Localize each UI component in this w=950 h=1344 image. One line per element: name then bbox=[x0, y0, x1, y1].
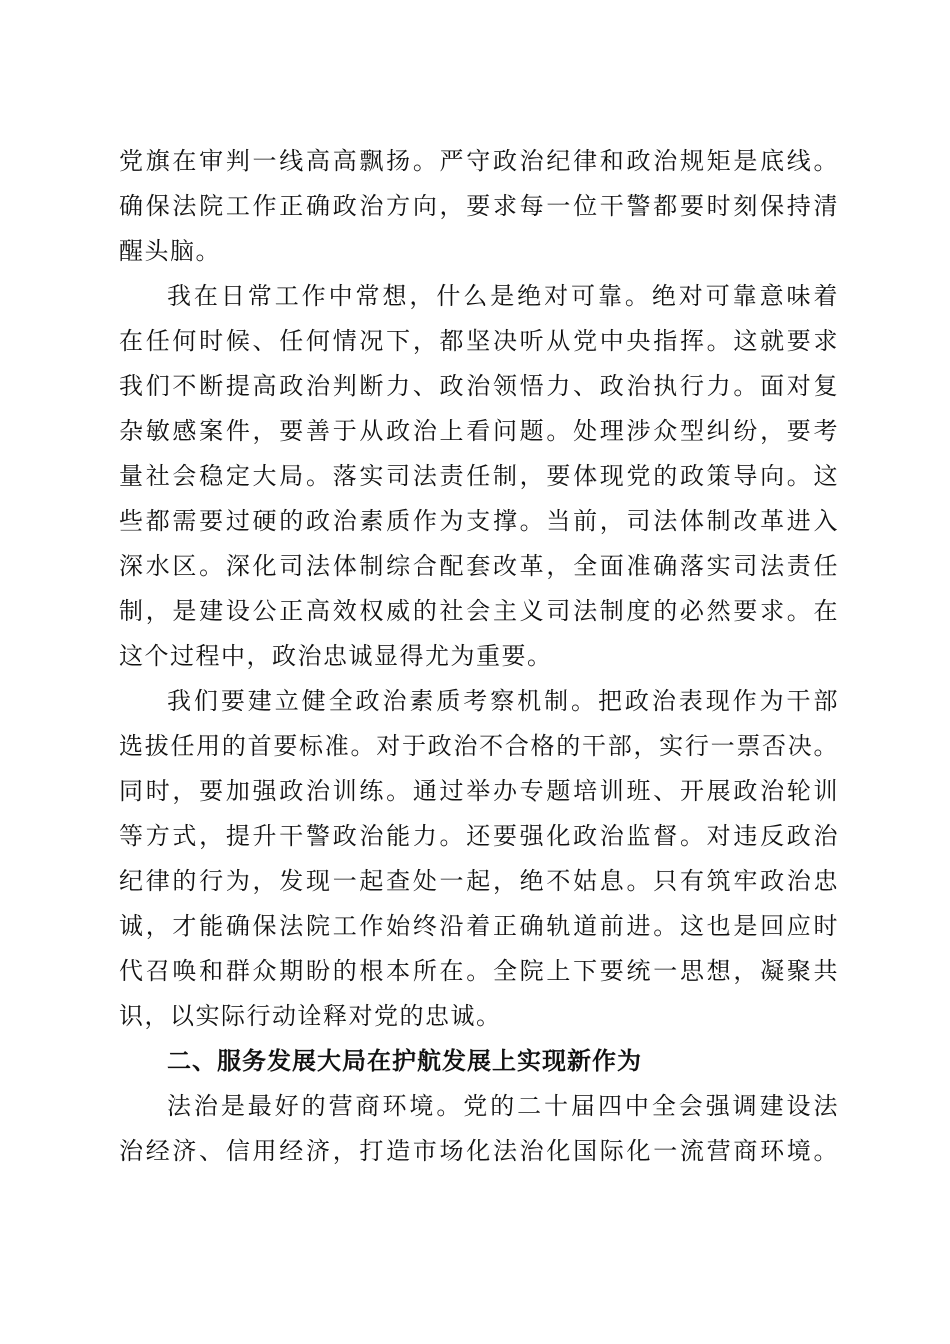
section-heading: 二、服务发展大局在护航发展上实现新作为 bbox=[167, 1047, 642, 1075]
paragraph-first-line: 我在日常工作中常想，什么是绝对可靠。绝对可靠意味着 bbox=[167, 282, 839, 310]
body-text-line: 代召唤和群众期盼的根本所在。全院上下要统一思想，凝聚共 bbox=[119, 957, 839, 985]
body-text-line: 些都需要过硬的政治素质作为支撑。当前，司法体制改革进入 bbox=[119, 507, 839, 535]
body-text-line: 这个过程中，政治忠诚显得尤为重要。 bbox=[119, 642, 553, 670]
body-text-line: 选拔任用的首要标准。对于政治不合格的干部，实行一票否决。 bbox=[119, 732, 839, 760]
body-text-line: 量社会稳定大局。落实司法责任制，要体现党的政策导向。这 bbox=[119, 462, 839, 490]
body-text-line: 杂敏感案件，要善于从政治上看问题。处理涉众型纠纷，要考 bbox=[119, 417, 839, 445]
body-text-line: 诚，才能确保法院工作始终沿着正确轨道前进。这也是回应时 bbox=[119, 912, 839, 940]
body-text-line: 我们不断提高政治判断力、政治领悟力、政治执行力。面对复 bbox=[119, 372, 839, 400]
body-text-line: 醒头脑。 bbox=[119, 237, 221, 265]
body-text-line: 等方式，提升干警政治能力。还要强化政治监督。对违反政治 bbox=[119, 822, 839, 850]
body-text-line: 确保法院工作正确政治方向，要求每一位干警都要时刻保持清 bbox=[119, 192, 839, 220]
body-text-line: 党旗在审判一线高高飘扬。严守政治纪律和政治规矩是底线。 bbox=[119, 147, 839, 175]
body-text-line: 治经济、信用经济，打造市场化法治化国际化一流营商环境。 bbox=[119, 1137, 839, 1165]
paragraph-first-line: 我们要建立健全政治素质考察机制。把政治表现作为干部 bbox=[167, 687, 839, 715]
body-text-line: 纪律的行为，发现一起查处一起，绝不姑息。只有筑牢政治忠 bbox=[119, 867, 839, 895]
body-text-line: 深水区。深化司法体制综合配套改革，全面准确落实司法责任 bbox=[119, 552, 839, 580]
body-text-line: 制，是建设公正高效权威的社会主义司法制度的必然要求。在 bbox=[119, 597, 839, 625]
body-text-line: 识，以实际行动诠释对党的忠诚。 bbox=[119, 1002, 502, 1030]
body-text-line: 同时，要加强政治训练。通过举办专题培训班、开展政治轮训 bbox=[119, 777, 839, 805]
paragraph-first-line: 法治是最好的营商环境。党的二十届四中全会强调建设法 bbox=[167, 1092, 839, 1120]
body-text-line: 在任何时候、任何情况下，都坚决听从党中央指挥。这就要求 bbox=[119, 327, 839, 355]
